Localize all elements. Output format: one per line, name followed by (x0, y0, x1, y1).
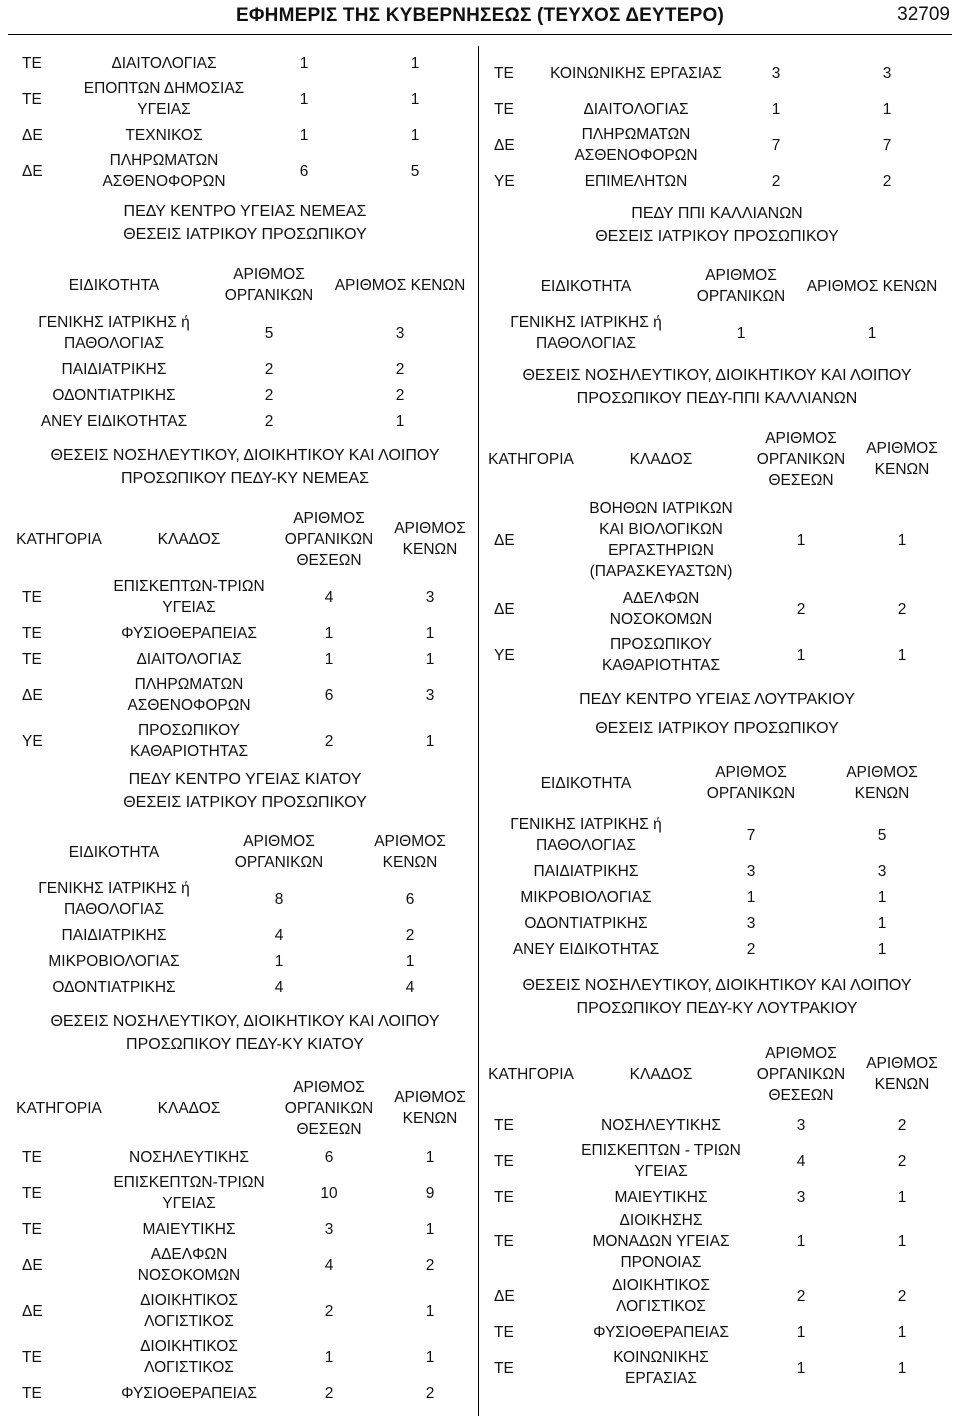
cell-org: 6 (324, 686, 334, 704)
page-header (0, 0, 960, 34)
cell-klados: ΦΥΣΙΟΘΕΡΑΠΕΙΑΣ (121, 1384, 257, 1402)
cell-spec: ΟΔΟΝΤΙΑΤΡΙΚΗΣ (52, 386, 176, 404)
cell-klados: ΔΙΑΙΤΟΛΟΓΙΑΣ (111, 54, 217, 72)
cell-ken: 2 (897, 1287, 907, 1305)
cell-klados: ΤΕΧΝΙΚΟΣ (125, 126, 203, 144)
table-row (14, 50, 476, 76)
header-cat: ΚΑΤΗΓΟΡΙΑ (16, 1099, 102, 1117)
cell-org: 7 (746, 826, 756, 844)
cell-cat: ΔΕ (22, 1256, 43, 1274)
cell-org: 2 (324, 1384, 334, 1402)
cell-org: 6 (324, 1148, 334, 1166)
cell-klados: ΦΥΣΙΟΘΕΡΑΠΕΙΑΣ (593, 1323, 729, 1341)
table-row (486, 1184, 948, 1210)
cell-cat: ΥΕ (494, 646, 515, 664)
header-cat: ΚΑΤΗΓΟΡΙΑ (488, 450, 574, 468)
cell-klados: ΜΑΙΕΥΤΙΚΗΣ (142, 1220, 236, 1238)
header-org: ΑΡΙΘΜΟΣ ΟΡΓΑΝΙΚΩΝ ΘΕΣΕΩΝ (756, 1044, 846, 1104)
kiato-doctors-table (14, 828, 476, 1000)
header-org: ΑΡΙΘΜΟΣ ΟΡΓΑΝΙΚΩΝ ΘΕΣΕΩΝ (756, 429, 846, 489)
loutraki-staff-caption: ΘΕΣΕΙΣ ΝΟΣΗΛΕΥΤΙΚΟΥ, ΔΙΟΙΚΗΤΙΚΟΥ ΚΑΙ ΛΟΙΠΟΥ ΠΡΟΣΩΠΙΚΟΥ ΠΕΔΥ-ΚΥ ΛΟΥΤΡΑΚΙΟΥ (522, 977, 912, 1017)
cell-org: 1 (324, 650, 334, 668)
cell-cat: ΤΕ (494, 64, 514, 82)
cell-ken: 1 (882, 100, 892, 118)
kiato-staff-table (14, 1072, 476, 1406)
cell-ken: 2 (897, 600, 907, 618)
cell-spec: ΓΕΝΙΚΗΣ ΙΑΤΡΙΚΗΣ ή ΠΑΘΟΛΟΓΙΑΣ (38, 314, 190, 352)
cell-ken: 1 (395, 412, 405, 430)
cell-org: 1 (299, 90, 309, 108)
cell-ken: 1 (897, 531, 907, 549)
cell-org: 3 (324, 1220, 334, 1238)
table-row (14, 974, 476, 1000)
table-row (486, 1138, 948, 1184)
nemea-staff-table (14, 504, 476, 764)
cell-klados: ΕΠΙΣΚΕΠΤΩΝ-ΤΡΙΩΝ ΥΓΕΙΑΣ (113, 578, 265, 616)
cell-cat: ΤΕ (22, 1184, 42, 1202)
table-row (486, 858, 948, 884)
cell-org: 1 (796, 1359, 806, 1377)
table-body (486, 50, 948, 194)
table-body (14, 876, 476, 1000)
cell-spec: ΓΕΝΙΚΗΣ ΙΑΤΡΙΚΗΣ ή ΠΑΘΟΛΟΓΙΑΣ (510, 816, 662, 854)
table-row (486, 812, 948, 858)
cell-cat: ΤΕ (22, 54, 42, 72)
top-staff-table-right (486, 50, 948, 194)
table-row (486, 1210, 948, 1273)
header-ken: ΑΡΙΘΜΟΣ ΚΕΝΩΝ (866, 1055, 938, 1093)
cell-cat: ΥΕ (494, 172, 515, 190)
header-ken: ΑΡΙΘΜΟΣ ΚΕΝΩΝ (394, 1089, 466, 1127)
cell-org: 1 (796, 646, 806, 664)
table-row (14, 148, 476, 194)
cell-ken: 3 (877, 862, 887, 880)
cell-ken: 1 (425, 1148, 435, 1166)
cell-cat: ΔΕ (494, 1287, 515, 1305)
cell-org: 4 (274, 978, 284, 996)
cell-org: 2 (771, 172, 781, 190)
header-spec: ΕΙΔΙΚΟΤΗΤΑ (68, 843, 160, 861)
header-spec: ΕΙΔΙΚΟΤΗΤΑ (540, 277, 632, 295)
cell-ken: 1 (897, 1359, 907, 1377)
cell-ken: 3 (882, 64, 892, 82)
cell-klados: ΦΥΣΙΟΘΕΡΑΠΕΙΑΣ (121, 624, 257, 642)
right-column (486, 50, 948, 1391)
table-row (486, 632, 948, 678)
cell-spec: ΓΕΝΙΚΗΣ ΙΑΤΡΙΚΗΣ ή ΠΑΘΟΛΟΓΙΑΣ (510, 314, 662, 352)
cell-org: 2 (264, 360, 274, 378)
cell-org: 1 (796, 1233, 806, 1250)
table-header-row (14, 504, 476, 574)
header-ken: ΑΡΙΘΜΟΣ ΚΕΝΩΝ (866, 440, 938, 478)
header-ken: ΑΡΙΘΜΟΣ ΚΕΝΩΝ (394, 520, 466, 558)
cell-cat: ΔΕ (22, 162, 43, 180)
cell-cat: ΤΕ (22, 90, 42, 108)
cell-klados: ΠΛΗΡΩΜΑΤΩΝ ΑΣΘΕΝΟΦΟΡΩΝ (574, 126, 698, 164)
cell-klados: ΕΠΙΣΚΕΠΤΩΝ-ΤΡΙΩΝ ΥΓΕΙΑΣ (113, 1174, 265, 1212)
cell-org: 1 (299, 126, 309, 144)
cell-ken: 1 (410, 126, 420, 144)
table-row (14, 408, 476, 434)
cell-klados: ΕΠΟΠΤΩΝ ΔΗΜΟΣΙΑΣ ΥΓΕΙΑΣ (83, 80, 245, 118)
table-row (14, 1170, 476, 1216)
caption-line: ΠΕΔΥ ΠΠΙ ΚΑΛΛΙΑΝΩΝ (631, 205, 803, 222)
table-header-row (486, 754, 948, 812)
cell-org: 1 (771, 100, 781, 118)
cell-spec: ΜΙΚΡΟΒΙΟΛΟΓΙΑΣ (48, 952, 180, 970)
cell-cat: ΤΕ (22, 1148, 42, 1166)
cell-klados: ΝΟΣΗΛΕΥΤΙΚΗΣ (129, 1148, 249, 1166)
header-spec: ΕΙΔΙΚΟΤΗΤΑ (68, 276, 160, 294)
cell-cat: ΤΕ (494, 1188, 514, 1206)
cell-ken: 1 (877, 940, 887, 958)
cell-spec: ΠΑΙΔΙΑΤΡΙΚΗΣ (533, 862, 639, 880)
cell-spec: ΠΑΙΔΙΑΤΡΙΚΗΣ (61, 926, 167, 944)
gazette-title: ΕΦΗΜΕΡΙΣ ΤΗΣ ΚΥΒΕΡΝΗΣΕΩΣ (ΤΕΥΧΟΣ ΔΕΥΤΕΡΟ) (236, 5, 724, 26)
caption-line: ΘΕΣΕΙΣ ΙΑΤΡΙΚΟΥ ΠΡΟΣΩΠΙΚΟΥ (595, 720, 839, 737)
cell-org: 1 (736, 324, 746, 342)
table-row (14, 310, 476, 356)
cell-org: 4 (324, 1256, 334, 1274)
table-row (486, 1345, 948, 1391)
loutraki-staff-table (486, 1036, 948, 1391)
nemea-doctors-caption (14, 200, 476, 246)
cell-klados: ΚΟΙΝΩΝΙΚΗΣ ΕΡΓΑΣΙΑΣ (613, 1349, 709, 1387)
header-cat: ΚΑΤΗΓΟΡΙΑ (16, 530, 102, 548)
page-number: 32709 (897, 4, 950, 25)
cell-ken: 4 (405, 978, 415, 996)
cell-spec: ΓΕΝΙΚΗΣ ΙΑΤΡΙΚΗΣ ή ΠΑΘΟΛΟΓΙΑΣ (38, 880, 190, 918)
cell-org: 1 (796, 1323, 806, 1341)
cell-klados: ΔΙΟΙΚΗΤΙΚΟΣ ΛΟΓΙΣΤΙΚΟΣ (140, 1338, 238, 1376)
cell-klados: ΠΡΟΣΩΠΙΚΟΥ ΚΑΘΑΡΙΟΤΗΤΑΣ (601, 636, 721, 674)
header-klados: ΚΛΑΔΟΣ (629, 450, 693, 468)
cell-org: 3 (796, 1188, 806, 1206)
header-ken: ΑΡΙΘΜΟΣ ΚΕΝΩΝ (374, 833, 446, 871)
table-body (486, 1112, 948, 1391)
cell-org: 7 (771, 136, 781, 154)
cell-cat: ΔΕ (494, 600, 515, 618)
caption-line: ΘΕΣΕΙΣ ΙΑΤΡΙΚΟΥ ΠΡΟΣΩΠΙΚΟΥ (595, 228, 839, 245)
cell-cat: ΤΕ (494, 100, 514, 118)
cell-ken: 1 (405, 952, 415, 970)
cell-org: 2 (746, 940, 756, 958)
loutraki-doctors-caption (486, 688, 948, 740)
cell-ken: 2 (395, 360, 405, 378)
cell-cat: ΤΕ (494, 1323, 514, 1341)
caption-line: ΠΕΔΥ ΚΕΝΤΡΟ ΥΓΕΙΑΣ ΛΟΥΤΡΑΚΙΟΥ (579, 691, 855, 708)
table-row (14, 1216, 476, 1242)
table-header-row (486, 424, 948, 494)
cell-ken: 1 (877, 914, 887, 932)
cell-klados: ΔΙΟΙΚΗΤΙΚΟΣ ΛΟΓΙΣΤΙΚΟΣ (140, 1292, 238, 1330)
cell-klados: ΝΟΣΗΛΕΥΤΙΚΗΣ (601, 1116, 721, 1134)
header-cat: ΚΑΤΗΓΟΡΙΑ (488, 1065, 574, 1083)
table-header-row (14, 1072, 476, 1144)
kallianon-staff-caption: ΘΕΣΕΙΣ ΝΟΣΗΛΕΥΤΙΚΟΥ, ΔΙΟΙΚΗΤΙΚΟΥ ΚΑΙ ΛΟΙΠΟΥ ΠΡΟΣΩΠΙΚΟΥ ΠΕΔΥ-ΠΠΙ ΚΑΛΛΙΑΝΩΝ (522, 367, 912, 407)
cell-klados: ΑΔΕΛΦΩΝ ΝΟΣΟΚΟΜΩΝ (609, 590, 713, 628)
caption-line: ΠΕΔΥ ΚΕΝΤΡΟ ΥΓΕΙΑΣ ΝΕΜΕΑΣ (123, 203, 367, 220)
kiato-staff-caption: ΘΕΣΕΙΣ ΝΟΣΗΛΕΥΤΙΚΟΥ, ΔΙΟΙΚΗΤΙΚΟΥ ΚΑΙ ΛΟΙΠΟΥ ΠΡΟΣΩΠΙΚΟΥ ΠΕΔΥ-ΚΥ ΚΙΑΤΟΥ (50, 1013, 440, 1053)
cell-cat: ΤΕ (494, 1152, 514, 1170)
table-body (486, 310, 948, 356)
table-row (486, 494, 948, 586)
cell-ken: 1 (410, 54, 420, 72)
cell-ken: 2 (425, 1384, 435, 1402)
table-row (14, 646, 476, 672)
table-body (14, 1144, 476, 1406)
cell-org: 1 (274, 952, 284, 970)
cell-ken: 2 (897, 1152, 907, 1170)
table-row (14, 122, 476, 148)
table-row (486, 168, 948, 194)
caption-line: ΘΕΣΕΙΣ ΙΑΤΡΙΚΟΥ ΠΡΟΣΩΠΙΚΟΥ (123, 794, 367, 811)
cell-spec: ΜΙΚΡΟΒΙΟΛΟΓΙΑΣ (520, 888, 652, 906)
header-org: ΑΡΙΘΜΟΣ ΟΡΓΑΝΙΚΩΝ (234, 833, 324, 871)
column-separator (478, 46, 479, 1416)
cell-ken: 1 (425, 1220, 435, 1238)
cell-org: 2 (264, 386, 274, 404)
cell-klados: ΔΙΑΙΤΟΛΟΓΙΑΣ (583, 100, 689, 118)
cell-klados: ΚΟΙΝΩΝΙΚΗΣ ΕΡΓΑΣΙΑΣ (550, 64, 722, 82)
kallianon-doctors-table (486, 262, 948, 356)
cell-cat: ΔΕ (22, 686, 43, 704)
cell-ken: 3 (425, 686, 435, 704)
table-row (14, 1334, 476, 1380)
table-row (486, 1273, 948, 1319)
table-header-row (486, 1036, 948, 1112)
cell-cat: ΥΕ (22, 732, 43, 750)
nemea-staff-caption: ΘΕΣΕΙΣ ΝΟΣΗΛΕΥΤΙΚΟΥ, ΔΙΟΙΚΗΤΙΚΟΥ ΚΑΙ ΛΟΙΠΟΥ ΠΡΟΣΩΠΙΚΟΥ ΠΕΔΥ-ΚΥ ΝΕΜΕΑΣ (50, 447, 440, 487)
cell-ken: 1 (425, 1348, 435, 1366)
table-body (14, 574, 476, 764)
table-row (486, 884, 948, 910)
header-spec: ΕΙΔΙΚΟΤΗΤΑ (540, 774, 632, 792)
cell-spec: ΑΝΕΥ ΕΙΔΙΚΟΤΗΤΑΣ (512, 940, 660, 958)
header-ken: ΑΡΙΘΜΟΣ ΚΕΝΩΝ (846, 764, 918, 802)
header-org: ΑΡΙΘΜΟΣ ΟΡΓΑΝΙΚΩΝ (696, 267, 786, 305)
cell-ken: 1 (897, 646, 907, 664)
cell-org: 10 (320, 1184, 338, 1202)
cell-ken: 1 (410, 90, 420, 108)
cell-org: 1 (796, 531, 806, 549)
cell-klados: ΕΠΙΜΕΛΗΤΩΝ (584, 172, 688, 190)
header-klados: ΚΛΑΔΟΣ (157, 530, 221, 548)
table-row (486, 122, 948, 168)
table-row (14, 620, 476, 646)
cell-org: 1 (746, 888, 756, 906)
header-org: ΑΡΙΘΜΟΣ ΟΡΓΑΝΙΚΩΝ (706, 764, 796, 802)
cell-org: 4 (274, 926, 284, 944)
cell-ken: 1 (897, 1188, 907, 1206)
cell-cat: ΔΕ (22, 1302, 43, 1320)
cell-cat: ΤΕ (494, 1359, 514, 1377)
table-body (14, 50, 476, 194)
cell-ken: 5 (877, 826, 887, 844)
cell-ken: 3 (395, 324, 405, 342)
cell-cat: ΔΕ (494, 136, 515, 154)
left-column (14, 50, 476, 1406)
table-row (486, 1112, 948, 1138)
header-klados: ΚΛΑΔΟΣ (629, 1065, 693, 1083)
cell-cat: ΔΕ (494, 531, 515, 549)
table-row (486, 96, 948, 122)
cell-org: 4 (324, 588, 334, 606)
cell-spec: ΑΝΕΥ ΕΙΔΙΚΟΤΗΤΑΣ (40, 412, 188, 430)
table-header-row (486, 262, 948, 310)
cell-org: 1 (324, 1348, 334, 1366)
kallianon-staff-table (486, 424, 948, 678)
table-row (486, 910, 948, 936)
cell-org: 3 (746, 862, 756, 880)
cell-ken: 2 (882, 172, 892, 190)
table-row (14, 1380, 476, 1406)
cell-org: 2 (324, 732, 334, 750)
cell-cat: ΤΕ (22, 650, 42, 668)
loutraki-doctors-table (486, 754, 948, 962)
cell-cat: ΤΕ (22, 1220, 42, 1238)
cell-org: 5 (264, 324, 274, 342)
table-row (14, 1242, 476, 1288)
cell-cat: ΤΕ (494, 1233, 514, 1250)
table-row (14, 574, 476, 620)
cell-cat: ΤΕ (494, 1116, 514, 1134)
table-row (14, 948, 476, 974)
cell-org: 2 (264, 412, 274, 430)
cell-org: 8 (274, 890, 284, 908)
cell-org: 2 (796, 1287, 806, 1305)
cell-spec: ΟΔΟΝΤΙΑΤΡΙΚΗΣ (524, 914, 648, 932)
kiato-doctors-caption (14, 768, 476, 814)
table-row (14, 672, 476, 718)
cell-klados: ΜΑΙΕΥΤΙΚΗΣ (614, 1188, 708, 1206)
top-staff-table-left (14, 50, 476, 194)
table-body (14, 310, 476, 434)
table-row (486, 936, 948, 962)
cell-ken: 1 (897, 1323, 907, 1341)
table-row (486, 50, 948, 96)
cell-cat: ΤΕ (22, 1348, 42, 1366)
cell-klados: ΑΔΕΛΦΩΝ ΝΟΣΟΚΟΜΩΝ (137, 1246, 241, 1284)
cell-cat: ΤΕ (22, 1384, 42, 1402)
cell-spec: ΠΑΙΔΙΑΤΡΙΚΗΣ (61, 360, 167, 378)
cell-cat: ΤΕ (22, 588, 42, 606)
cell-klados: ΕΠΙΣΚΕΠΤΩΝ - ΤΡΙΩΝ ΥΓΕΙΑΣ (581, 1142, 741, 1180)
cell-ken: 7 (882, 136, 892, 154)
cell-klados: ΠΡΟΣΩΠΙΚΟΥ ΚΑΘΑΡΙΟΤΗΤΑΣ (129, 722, 249, 760)
header-org: ΑΡΙΘΜΟΣ ΟΡΓΑΝΙΚΩΝ (224, 266, 314, 304)
cell-ken: 1 (425, 1302, 435, 1320)
table-row (486, 1319, 948, 1345)
cell-org: 4 (796, 1152, 806, 1170)
cell-ken: 2 (897, 1116, 907, 1134)
header-ken: ΑΡΙΘΜΟΣ ΚΕΝΩΝ (334, 276, 466, 294)
table-row (14, 718, 476, 764)
caption-line: ΘΕΣΕΙΣ ΙΑΤΡΙΚΟΥ ΠΡΟΣΩΠΙΚΟΥ (123, 226, 367, 243)
cell-klados: ΔΙΟΙΚΗΣΗΣ ΜΟΝΑΔΩΝ ΥΓΕΙΑΣ ΠΡΟΝΟΙΑΣ (592, 1212, 730, 1271)
cell-ken: 1 (897, 1233, 907, 1250)
table-row (14, 356, 476, 382)
cell-org: 3 (771, 64, 781, 82)
table-row (14, 1144, 476, 1170)
cell-ken: 2 (425, 1256, 435, 1274)
cell-klados: ΔΙΟΙΚΗΤΙΚΟΣ ΛΟΓΙΣΤΙΚΟΣ (612, 1277, 710, 1315)
table-row (14, 922, 476, 948)
table-row (486, 586, 948, 632)
cell-ken: 2 (405, 926, 415, 944)
table-row (14, 1288, 476, 1334)
cell-klados: ΔΙΑΙΤΟΛΟΓΙΑΣ (136, 650, 242, 668)
kallianon-doctors-caption (486, 202, 948, 248)
table-body (486, 812, 948, 962)
cell-ken: 1 (877, 888, 887, 906)
cell-ken: 2 (395, 386, 405, 404)
header-org: ΑΡΙΘΜΟΣ ΟΡΓΑΝΙΚΩΝ ΘΕΣΕΩΝ (284, 1078, 374, 1138)
cell-ken: 9 (425, 1184, 435, 1202)
cell-cat: ΤΕ (22, 624, 42, 642)
table-body (486, 494, 948, 678)
cell-ken: 6 (405, 890, 415, 908)
cell-spec: ΟΔΟΝΤΙΑΤΡΙΚΗΣ (52, 978, 176, 996)
cell-klados: ΠΛΗΡΩΜΑΤΩΝ ΑΣΘΕΝΟΦΟΡΩΝ (127, 676, 251, 714)
header-rule (8, 34, 952, 35)
table-row (486, 310, 948, 356)
cell-org: 6 (299, 162, 309, 180)
cell-org: 2 (796, 600, 806, 618)
cell-klados: ΒΟΗΘΩΝ ΙΑΤΡΙΚΩΝ ΚΑΙ ΒΙΟΛΟΓΙΚΩΝ ΕΡΓΑΣΤΗΡΙΩΝ (ΠΑΡΑΣΚΕΥΑΣΤΩΝ) (589, 500, 733, 580)
table-header-row (14, 260, 476, 310)
cell-ken: 1 (867, 324, 877, 342)
cell-klados: ΠΛΗΡΩΜΑΤΩΝ ΑΣΘΕΝΟΦΟΡΩΝ (102, 152, 226, 190)
cell-ken: 1 (425, 732, 435, 750)
cell-org: 1 (324, 624, 334, 642)
table-header-row (14, 828, 476, 876)
cell-org: 3 (796, 1116, 806, 1134)
caption-line: ΠΕΔΥ ΚΕΝΤΡΟ ΥΓΕΙΑΣ ΚΙΑΤΟΥ (128, 771, 362, 788)
table-row (14, 382, 476, 408)
header-klados: ΚΛΑΔΟΣ (157, 1099, 221, 1117)
cell-org: 2 (324, 1302, 334, 1320)
header-ken: ΑΡΙΘΜΟΣ ΚΕΝΩΝ (806, 277, 938, 295)
table-row (14, 76, 476, 122)
header-org: ΑΡΙΘΜΟΣ ΟΡΓΑΝΙΚΩΝ ΘΕΣΕΩΝ (284, 509, 374, 569)
cell-ken: 5 (410, 162, 420, 180)
cell-ken: 3 (425, 588, 435, 606)
table-row (14, 876, 476, 922)
cell-org: 3 (746, 914, 756, 932)
cell-ken: 1 (425, 650, 435, 668)
nemea-doctors-table (14, 260, 476, 434)
cell-ken: 1 (425, 624, 435, 642)
cell-cat: ΔΕ (22, 126, 43, 144)
cell-org: 1 (299, 54, 309, 72)
